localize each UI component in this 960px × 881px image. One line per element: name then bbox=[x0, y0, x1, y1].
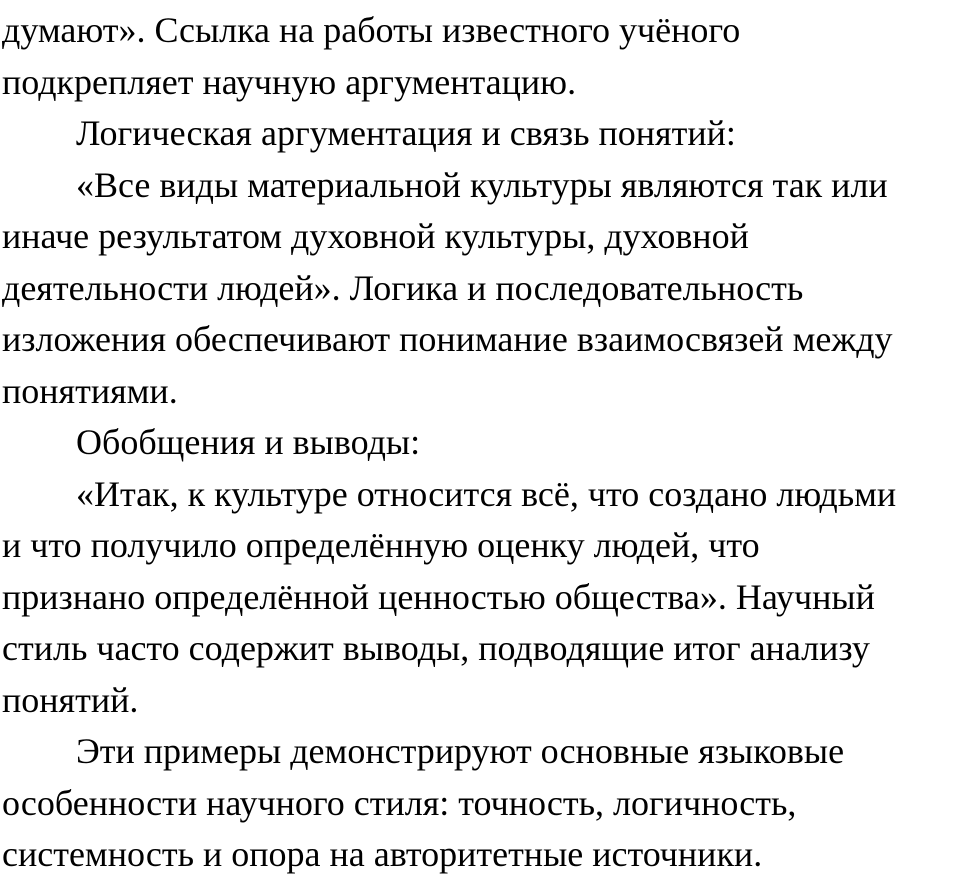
text-line: особенности научного стиля: точность, логичность, bbox=[2, 782, 797, 823]
text-line: понятий. bbox=[2, 679, 139, 720]
text-line: думают». Ссылка на работы известного учёного bbox=[2, 10, 741, 50]
text-line: изложения обеспечивают понимание взаимосвязей между bbox=[2, 319, 893, 359]
text-line: подкрепляет научную аргументацию. bbox=[2, 61, 577, 102]
heading-line: Логическая аргументация и связь понятий: bbox=[76, 113, 736, 153]
quote-line: «Все виды материальной культуры являются так или bbox=[76, 164, 888, 205]
text-line: иначе результатом духовной культуры, духовной bbox=[2, 216, 749, 256]
paragraph-line: Эти примеры демонстрируют основные языковые bbox=[76, 731, 845, 771]
text-line: признано определённой ценностью общества». Научный bbox=[2, 576, 875, 617]
text-line: и что получило определённую оценку людей, что bbox=[2, 525, 760, 565]
text-line: деятельности людей». Логика и последовательность bbox=[2, 267, 804, 308]
text-line: стиль часто содержит выводы, подводящие итог анализу bbox=[2, 628, 870, 668]
heading-line: Обобщения и выводы: bbox=[76, 422, 421, 462]
text-line: системность и опора на авторитетные источники. bbox=[2, 834, 763, 874]
text-line: понятиями. bbox=[2, 370, 178, 411]
quote-line: «Итак, к культуре относится всё, что создано людьми bbox=[76, 473, 897, 514]
